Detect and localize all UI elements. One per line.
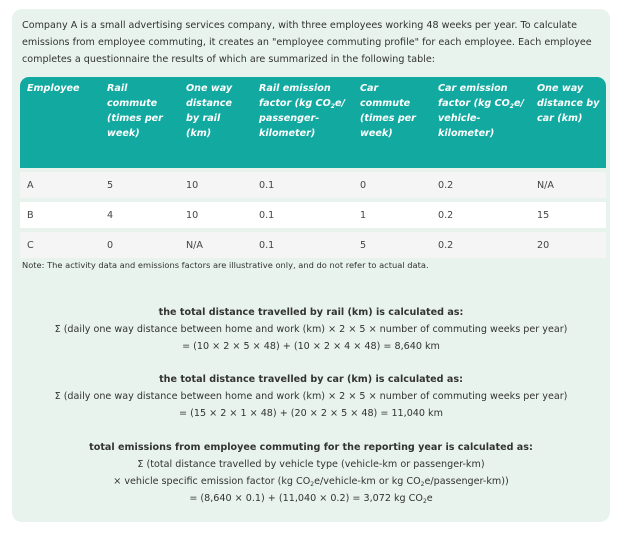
rail-calc-formula: Σ (daily one way distance between home and work (km) × 2 × 5 × number of commuting weeks per year) <box>54 324 568 335</box>
intro-paragraph: Company A is a small advertising services company, with three employees working 48 weeks per year. To calculate emissions from employee commuting, it creates an "employee commuting profile" for each employee. Each employee completes a questionnaire the results of which are summarized in the following table: <box>22 20 592 65</box>
table-cell: 0.2 <box>431 200 530 230</box>
table-cell: C <box>20 230 100 258</box>
table-note: Note: The activity data and emissions factors are illustrative only, and do not refer to actual data. <box>22 260 429 270</box>
table-cell: 0 <box>353 170 431 200</box>
table-cell: 5 <box>100 170 179 200</box>
car-calc-formula: Σ (daily one way distance between home and work (km) × 2 × 5 × number of commuting weeks per year) <box>54 391 568 402</box>
table-cell: 10 <box>179 170 252 200</box>
car-calculation <box>12 371 610 422</box>
table-cell: 10 <box>179 200 252 230</box>
header-cell: Employee <box>20 77 100 170</box>
table-cell: 0.1 <box>252 170 353 200</box>
table-cell: 0 <box>100 230 179 258</box>
table-row <box>20 200 606 230</box>
car-calc-title: the total distance travelled by car (km) is calculated as: <box>159 374 463 385</box>
table-cell: 0.1 <box>252 200 353 230</box>
table-cell: 0.2 <box>431 170 530 200</box>
table-cell: B <box>20 200 100 230</box>
rail-calculation <box>12 304 610 355</box>
table-header-row <box>20 77 606 170</box>
total-calc-line1: Σ (total distance travelled by vehicle type (vehicle-km or passenger-km) <box>137 459 485 470</box>
table-row <box>20 170 606 200</box>
header-cell: Car commute (times per week) <box>353 77 431 170</box>
table-cell: 4 <box>100 200 179 230</box>
table-cell: N/A <box>530 170 606 200</box>
header-cell: One way distance by car (km) <box>530 77 606 170</box>
table-row <box>20 230 606 258</box>
table-cell: 1 <box>353 200 431 230</box>
table-cell: N/A <box>179 230 252 258</box>
content-card <box>12 9 610 522</box>
total-calc-line2: × vehicle specific emission factor (kg $CO_2e/vehicle-km$ or kg $CO_2e/passenger-km$)) <box>113 476 509 488</box>
header-cell: Car emission factor (kg $CO_2e/$ vehicle-kilometer) <box>431 77 530 170</box>
table-cell: 15 <box>530 200 606 230</box>
total-emissions-calculation <box>12 439 610 507</box>
rail-calc-result: = (10 × 2 × 5 × 48) + (10 × 2 × 4 × 48) = 8,640 km <box>182 341 440 352</box>
table-cell: 0.1 <box>252 230 353 258</box>
table-cell: 5 <box>353 230 431 258</box>
total-calc-result: = (8,640 × 0.1) + (11,040 × 0.2) = 3,072 kg $CO_2e$ <box>189 493 433 505</box>
car-calc-result: = (15 × 2 × 1 × 48) + (20 × 2 × 5 × 48) = 11,040 km <box>179 408 443 419</box>
table-cell: 20 <box>530 230 606 258</box>
header-cell: One way distance by rail (km) <box>179 77 252 170</box>
header-cell: Rail commute (times per week) <box>100 77 179 170</box>
table-cell: A <box>20 170 100 200</box>
rail-calc-title: the total distance travelled by rail (km) is calculated as: <box>158 307 464 318</box>
commuting-profile-table <box>20 77 606 258</box>
total-calc-title: total emissions from employee commuting for the reporting year is calculated as: <box>89 442 533 453</box>
table-cell: 0.2 <box>431 230 530 258</box>
header-cell: Rail emission factor (kg $CO_2e/$ passenger-kilometer) <box>252 77 353 170</box>
